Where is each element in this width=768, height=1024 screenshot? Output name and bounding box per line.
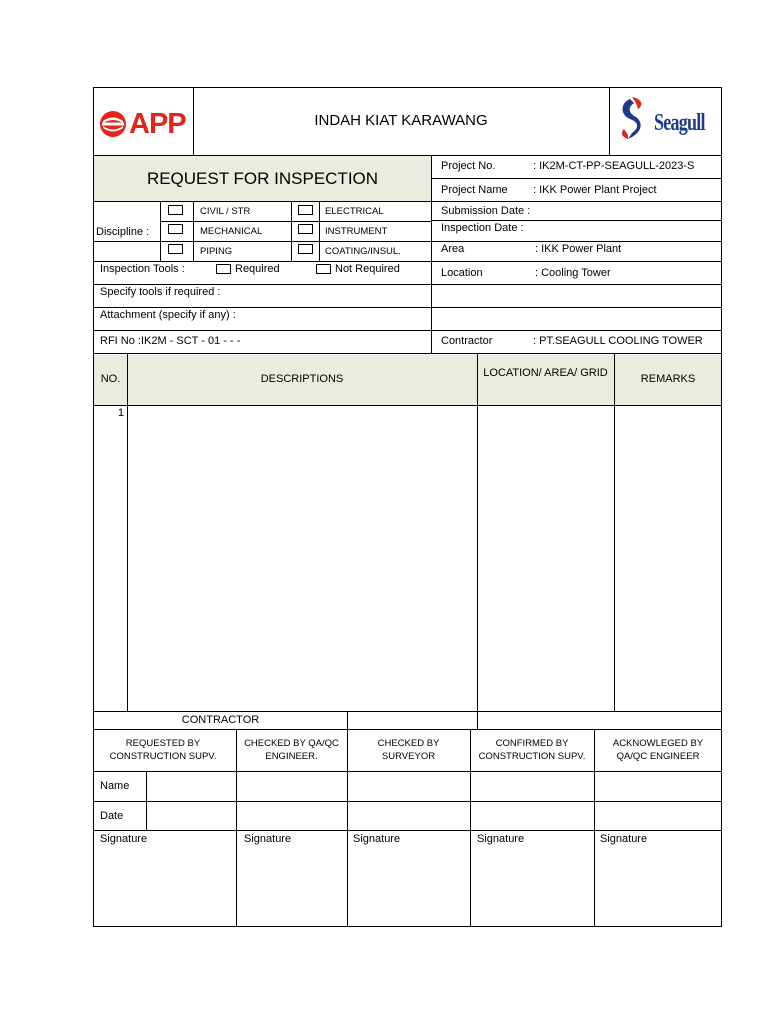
row-number: 1: [117, 407, 124, 419]
discipline-mechanical: MECHANICAL: [200, 226, 263, 237]
discipline-coating: COATING/INSUL.: [325, 246, 401, 257]
signature-label-3: Signature: [353, 833, 401, 845]
header-location: LOCATION/ AREA/ GRID: [483, 367, 608, 379]
tools-required-checkbox[interactable]: [216, 264, 231, 274]
tools-not-required-label: Not Required: [335, 263, 400, 275]
location-value: : Cooling Tower: [535, 267, 611, 279]
name-label: Name: [100, 780, 130, 792]
discipline-checkbox-coating[interactable]: [298, 244, 313, 254]
app-logo: [99, 108, 191, 140]
contractor-label: Contractor: [441, 335, 493, 347]
app-logo-text: APP: [129, 108, 186, 140]
page-title: REQUEST FOR INSPECTION: [146, 169, 379, 188]
discipline-checkbox-instrument[interactable]: [298, 224, 313, 234]
discipline-electrical: ELECTRICAL: [325, 206, 384, 217]
area-label: Area: [441, 243, 465, 255]
signature-label-1: Signature: [100, 833, 148, 845]
location-label: Location: [441, 267, 483, 279]
rfi-number: RFI No :IK2M - SCT - 01 - - -: [100, 335, 241, 347]
header-descriptions: DESCRIPTIONS: [260, 373, 344, 385]
signoff-confirmed: CONFIRMED BY CONSTRUCTION SUPV.: [478, 738, 586, 762]
discipline-piping: PIPING: [200, 246, 233, 257]
signature-label-5: Signature: [600, 833, 648, 845]
contractor-value: : PT.SEAGULL COOLING TOWER: [533, 335, 703, 347]
project-no-value: : IK2M-CT-PP-SEAGULL-2023-S: [533, 160, 695, 172]
attachment-label: Attachment (specify if any) :: [100, 309, 236, 321]
company-name: INDAH KIAT KARAWANG: [314, 112, 488, 129]
tools-required-label: Required: [235, 263, 280, 275]
seagull-logo: [618, 93, 718, 151]
project-name-value: : IKK Power Plant Project: [533, 184, 657, 196]
tools-not-required-checkbox[interactable]: [316, 264, 331, 274]
project-name-label: Project Name: [441, 184, 508, 196]
area-value: : IKK Power Plant: [535, 243, 622, 255]
discipline-civil: CIVIL / STR: [200, 206, 251, 217]
signoff-checked-qaqc: CHECKED BY QA/QC ENGINEER.: [244, 738, 339, 762]
discipline-checkbox-piping[interactable]: [168, 244, 183, 254]
signature-label-2: Signature: [244, 833, 292, 845]
header-remarks: REMARKS: [640, 373, 696, 385]
discipline-checkbox-electrical[interactable]: [298, 205, 313, 215]
discipline-checkbox-civil[interactable]: [168, 205, 183, 215]
signature-label-4: Signature: [477, 833, 525, 845]
discipline-checkbox-mechanical[interactable]: [168, 224, 183, 234]
submission-date-label: Submission Date :: [441, 205, 531, 217]
signoff-requested: REQUESTED BY CONSTRUCTION SUPV.: [109, 738, 217, 762]
signoff-checked-surveyor: CHECKED BY SURVEYOR: [377, 738, 440, 762]
date-label: Date: [100, 810, 124, 822]
discipline-instrument: INSTRUMENT: [325, 226, 388, 237]
inspection-date-label: Inspection Date :: [441, 222, 524, 234]
specify-tools-label: Specify tools if required :: [100, 286, 221, 298]
seagull-logo-text: Seagull: [654, 110, 705, 136]
discipline-label: Discipline :: [96, 226, 150, 238]
signoff-acknowledged: ACKNOWLEGED BY QA/QC ENGINEER: [612, 738, 704, 762]
contractor-heading: CONTRACTOR: [181, 714, 260, 726]
header-no: NO.: [100, 373, 121, 385]
inspection-tools-label: Inspection Tools :: [100, 263, 185, 275]
project-no-label: Project No.: [441, 160, 496, 172]
